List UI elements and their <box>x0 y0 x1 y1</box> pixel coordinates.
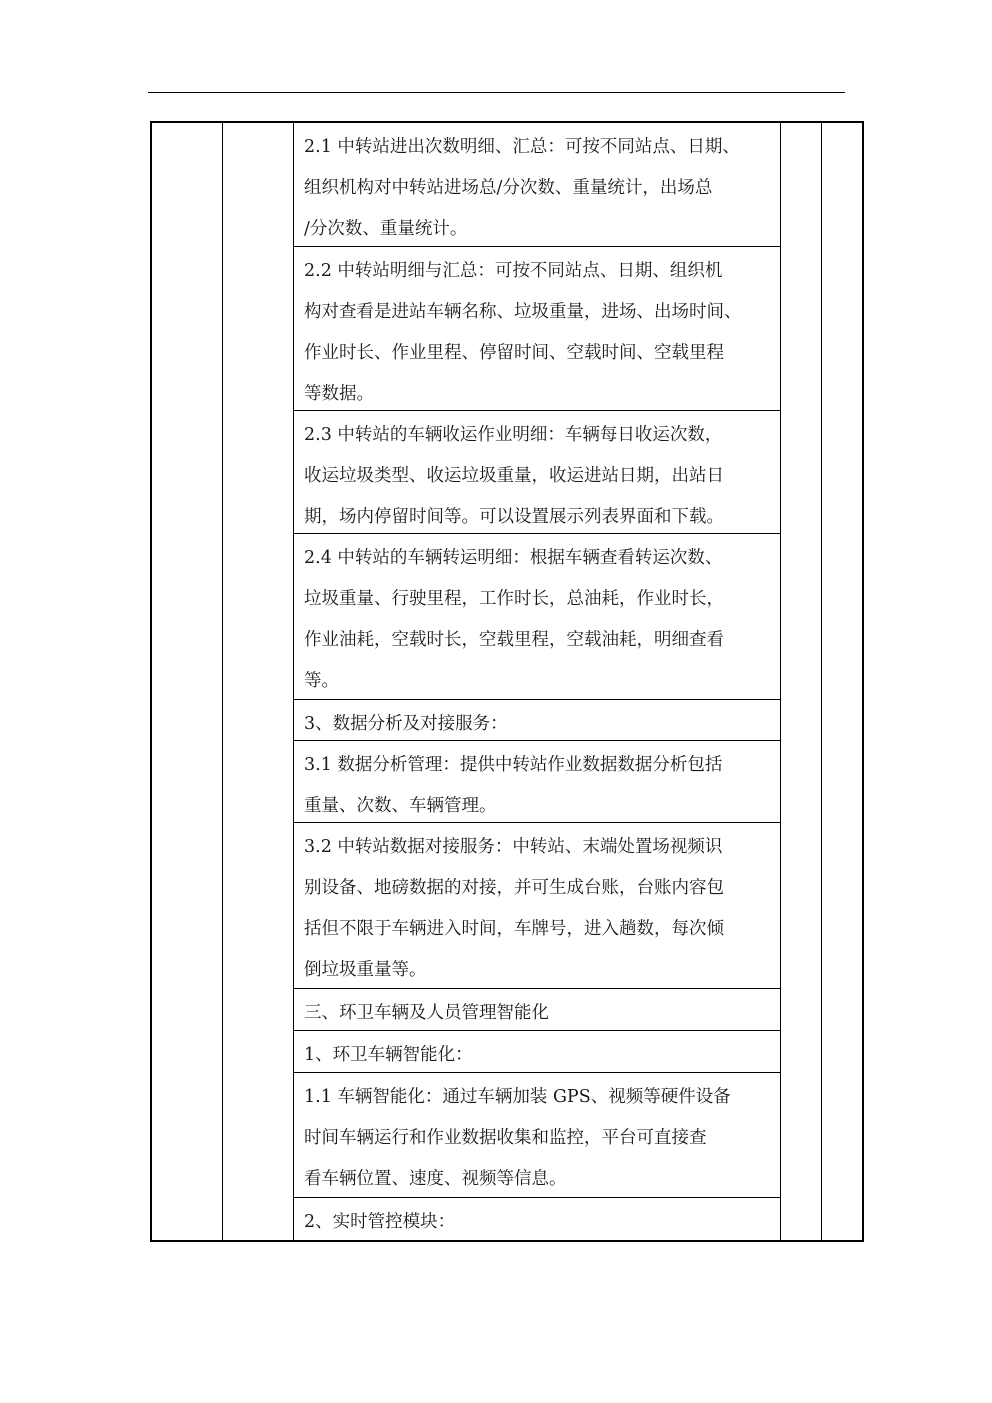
table-cell-3-heading: 3、数据分析及对接服务： <box>304 714 508 734</box>
column-divider <box>821 123 822 1240</box>
column-divider <box>222 123 223 1240</box>
table-cell-3-2: 3.2 中转站数据对接服务：中转站、末端处置场视频识 别设备、地磅数据的对接，并可生成台账，台账内容包 括但不限于车辆进入时间，车牌号，进入趟数，每次倾 倒垃圾重量等。 <box>304 837 724 980</box>
table-cell-2-1: 2.1 中转站进出次数明细、汇总：可按不同站点、日期、 组织机构对中转站进场总/分次数、重量统计，出场总 /分次数、重量统计。 <box>304 137 740 239</box>
table-cell-2-4: 2.4 中转站的车辆转运明细：根据车辆查看转运次数、 垃圾重量、行驶里程，工作时长，总油耗，作业时长， 作业油耗，空载时长，空载里程，空载油耗，明细查看 等。 <box>304 548 724 691</box>
column-divider <box>780 123 781 1240</box>
table-cell-2-2: 2.2 中转站明细与汇总：可按不同站点、日期、组织机 构对查看是进站车辆名称、垃圾重量，进场、出场时间、 作业时长、作业里程、停留时间、空载时间、空载里程 等数据。 <box>304 261 742 404</box>
content-column <box>294 123 780 1240</box>
table-cell-control-heading: 2、实时管控模块： <box>304 1212 456 1232</box>
header-rule <box>148 92 845 93</box>
table-cell-2-3: 2.3 中转站的车辆收运作业明细：车辆每日收运次数， 收运垃圾类型、收运垃圾重量，收运进站日期，出站日 期，场内停留时间等。可以设置展示列表界面和下载。 <box>304 425 724 527</box>
table-cell-3-1: 3.1 数据分析管理：提供中转站作业数据数据分析包括 重量、次数、车辆管理。 <box>304 755 723 816</box>
table-cell-vehicle-heading: 1、环卫车辆智能化： <box>304 1045 473 1065</box>
table-cell-section-3: 三、环卫车辆及人员管理智能化 <box>304 1003 549 1023</box>
requirements-table <box>150 121 864 1242</box>
table-cell-1-1: 1.1 车辆智能化：通过车辆加装 GPS、视频等硬件设备 时间车辆运行和作业数据收集和监控，平台可直接查 看车辆位置、速度、视频等信息。 <box>304 1087 731 1189</box>
